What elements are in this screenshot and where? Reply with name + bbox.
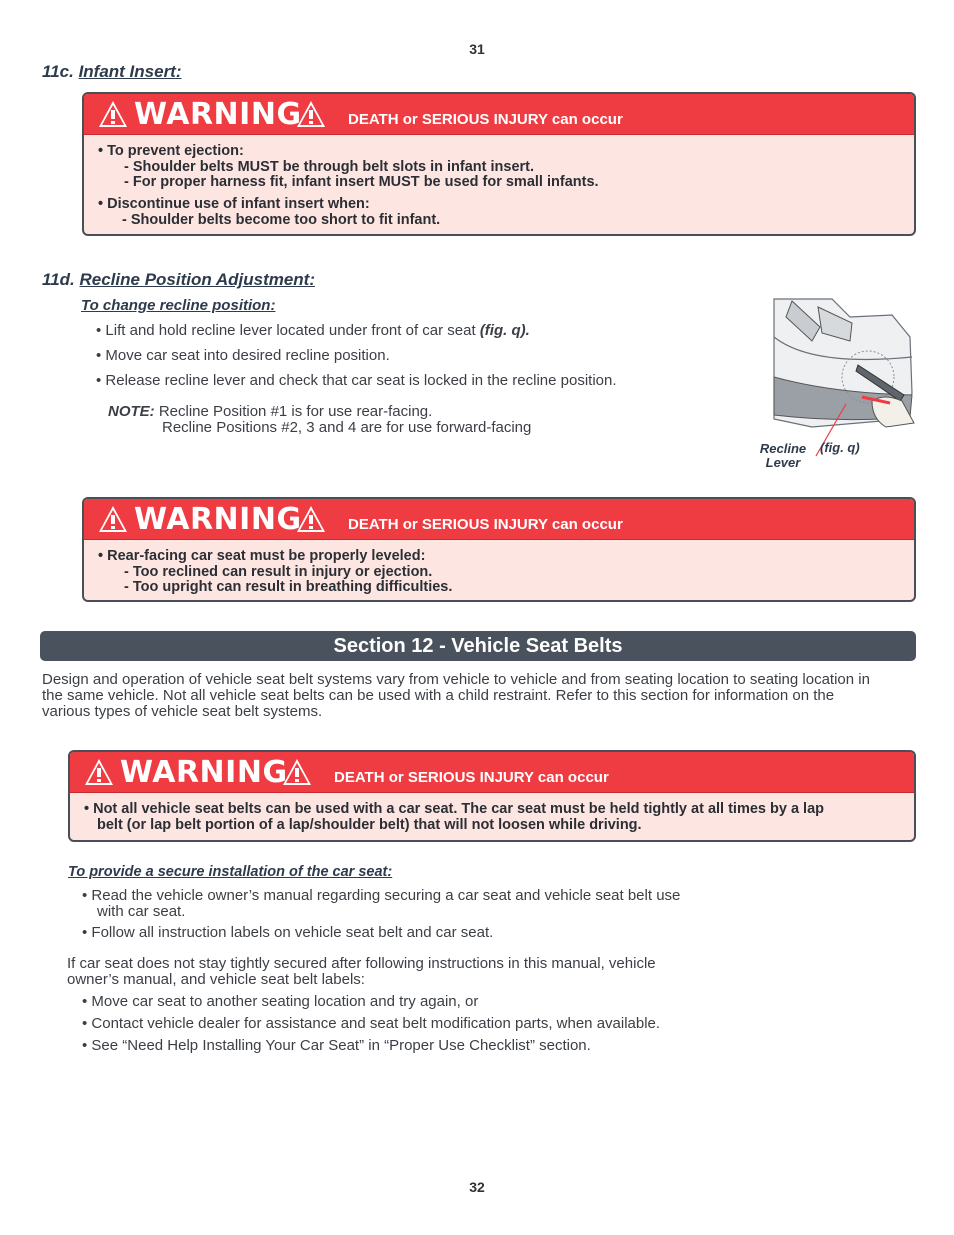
- recline-lever-label-line-1: Recline: [759, 441, 807, 456]
- section-11c-heading: [42, 62, 182, 82]
- section-12-title: Section 12 - Vehicle Seat Belts: [333, 635, 623, 657]
- figure-caption: (fig. q): [820, 440, 860, 455]
- warning-item: • Not all vehicle seat belts can be used with a car seat. The car seat must be held tightly at all times by a lap: [84, 801, 824, 817]
- warning-box-infant-insert: [82, 92, 916, 236]
- install-paragraph-line-2: owner’s manual, and vehicle seat belt labels:: [67, 971, 365, 988]
- recline-bullet-1: [96, 322, 530, 339]
- section-12-banner: [40, 631, 916, 661]
- recline-note: [108, 403, 432, 420]
- warning-item: • Rear-facing car seat must be properly leveled:: [98, 548, 426, 564]
- page-number-top: 31: [469, 41, 485, 57]
- install-bullet-5: • See “Need Help Installing Your Car Seat” in “Proper Use Checklist” section.: [82, 1037, 591, 1054]
- warning-subtitle: DEATH or SERIOUS INJURY can occur: [334, 769, 609, 786]
- warning-word: WARNING: [134, 97, 302, 132]
- warning-triangle-icon: [98, 100, 128, 128]
- install-bullet-4: • Contact vehicle dealer for assistance and seat belt modification parts, when available.: [82, 1015, 661, 1032]
- section-11c-number: 11c.: [42, 62, 74, 81]
- install-paragraph-line-1: If car seat does not stay tightly secured after following instructions in this manual, vehicle: [67, 955, 656, 972]
- fig-q-reference: (fig. q).: [479, 322, 530, 339]
- warning-subtitle: DEATH or SERIOUS INJURY can occur: [348, 516, 623, 533]
- warning-item: - Shoulder belts become too short to fit infant.: [122, 212, 441, 228]
- warning-triangle-icon: [296, 100, 326, 128]
- warning-item: • To prevent ejection:: [98, 143, 244, 159]
- section-12-paragraph-line-2: the same vehicle. Not all vehicle seat belts can be used with a child restraint. Refer to this section for information on the: [42, 687, 835, 704]
- install-bullet-3: • Move car seat to another seating location and try again, or: [82, 993, 479, 1010]
- warning-header: [84, 94, 914, 135]
- section-11d-heading: [42, 270, 315, 290]
- install-bullet-2: • Follow all instruction labels on vehicle seat belt and car seat.: [82, 924, 494, 941]
- warning-item: - Too reclined can result in injury or ejection.: [124, 564, 433, 580]
- warning-triangle-icon: [296, 505, 326, 533]
- recline-lever-label-line-2: Lever: [765, 455, 801, 470]
- section-11d-title: Recline Position Adjustment:: [79, 270, 316, 289]
- install-bullet-1-line-1: • Read the vehicle owner’s manual regarding securing a car seat and vehicle seat belt use: [82, 887, 681, 904]
- install-bullet-1-line-2: with car seat.: [97, 903, 186, 920]
- warning-box-seat-belts: [68, 750, 916, 842]
- recline-bullet-2: • Move car seat into desired recline position.: [96, 347, 390, 364]
- warning-item: • Discontinue use of infant insert when:: [98, 196, 370, 212]
- section-12-paragraph-line-3: various types of vehicle seat belt systems.: [42, 703, 323, 720]
- warning-word: WARNING: [134, 502, 302, 537]
- warning-header: [84, 499, 914, 540]
- note-line-1: Recline Position #1 is for use rear-facing.: [158, 403, 433, 420]
- warning-subtitle: DEATH or SERIOUS INJURY can occur: [348, 111, 623, 128]
- warning-item: - For proper harness fit, infant insert MUST be used for small infants.: [124, 174, 599, 190]
- section-11c-title: Infant Insert:: [78, 62, 182, 81]
- warning-item: belt (or lap belt portion of a lap/shoulder belt) that will not loosen while driving.: [97, 817, 642, 833]
- page-number-bottom: 32: [469, 1179, 485, 1195]
- warning-triangle-icon: [84, 758, 114, 786]
- recline-subheading: To change recline position:: [81, 297, 276, 314]
- section-12-paragraph-line-1: Design and operation of vehicle seat belt systems vary from vehicle to vehicle and from seating location to seating location in: [42, 671, 870, 688]
- recline-bullet-3: • Release recline lever and check that car seat is locked in the recline position.: [96, 372, 617, 389]
- warning-header: [70, 752, 914, 793]
- note-line-2: Recline Positions #2, 3 and 4 are for use forward-facing: [162, 419, 532, 436]
- install-subheading: To provide a secure installation of the car seat:: [68, 864, 393, 880]
- warning-item: - Shoulder belts MUST be through belt slots in infant insert.: [124, 159, 535, 175]
- warning-word: WARNING: [120, 755, 288, 790]
- note-label: NOTE:: [108, 403, 155, 420]
- recline-bullet-1-text: • Lift and hold recline lever located under front of car seat: [96, 322, 480, 339]
- warning-item: - Too upright can result in breathing difficulties.: [124, 579, 453, 595]
- recline-lever-label: [754, 442, 812, 470]
- section-11d-number: 11d.: [42, 270, 75, 289]
- warning-triangle-icon: [98, 505, 128, 533]
- warning-triangle-icon: [282, 758, 312, 786]
- warning-box-leveling: [82, 497, 916, 602]
